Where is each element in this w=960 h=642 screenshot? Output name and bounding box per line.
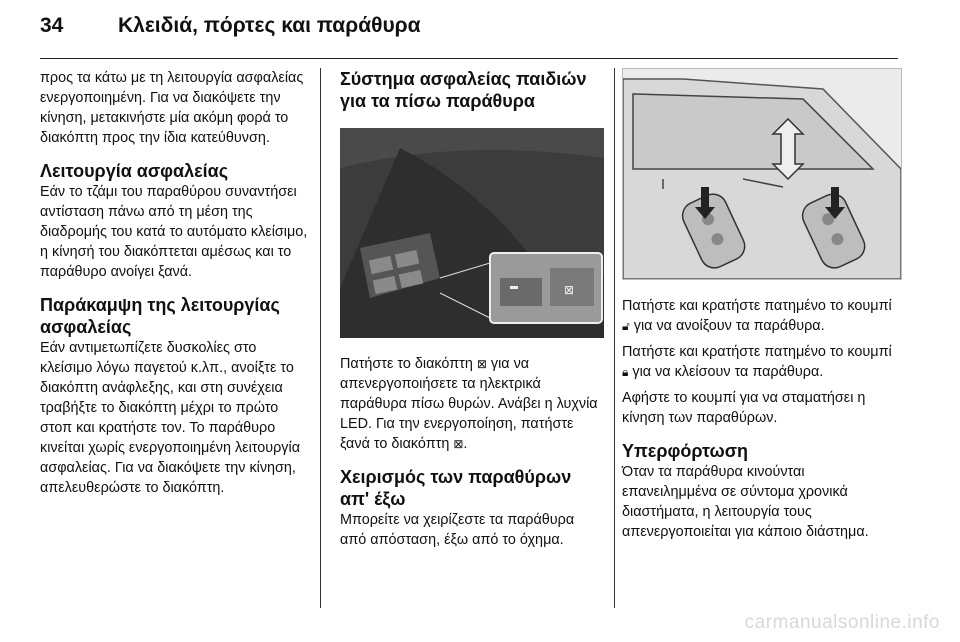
door-switch-illustration: [340, 128, 604, 338]
unlock-button-icon: 🔓︎: [622, 319, 630, 333]
page-title: Κλειδιά, πόρτες και παράθυρα: [118, 14, 421, 37]
column-3: [622, 68, 902, 542]
paragraph-safety: Εάν το τζάμι του παραθύρου συναντήσει αντίσταση πάνω από τη μέση της διαδρομής του κατά το αυτόματο κλείσιμο, η κίνησή του διακόπτεται αμέσως και το παράθυρο ανοίγει ξανά.: [40, 184, 308, 280]
heading-child-safety: Σύστημα ασφαλείας παιδιών για τα πίσω παράθυρα: [340, 69, 587, 111]
page-header: [0, 0, 960, 60]
heading-safety-function: Λειτουργία ασφαλείας: [40, 161, 229, 181]
paragraph-stop: Αφήστε το κουμπί για να σταματήσει η κίνηση των παραθύρων.: [622, 390, 866, 426]
paragraph-close: Πατήστε και κρατήστε πατημένο το κουμπί 🔒︎ για να κλείσουν τα παράθυρα.: [622, 344, 892, 380]
paragraph-child-safety: Πατήστε το διακόπτη ⊠ για να απενεργοποιήσετε τα ηλεκτρικά παράθυρα πίσω θυρών. Ανάβει η λυχνία LED. Για την ενεργοποίηση, πατήστε ξανά το διακόπτη ⊠.: [340, 356, 598, 452]
svg-text:⊠: ⊠: [564, 283, 575, 297]
lock-button-icon: 🔒︎: [622, 365, 629, 379]
header-divider: [40, 58, 898, 59]
paragraph: προς τα κάτω με τη λειτουργία ασφαλείας ενεργοποιημένη. Για να διακόψετε την κίνηση, μετακινήστε μία ακόμη φορά το διακόπτη προς την ίδια κατεύθυνση.: [40, 70, 304, 146]
remote-key-illustration: [622, 68, 902, 280]
paragraph-remote: Μπορείτε να χειρίζεστε τα παράθυρα από απόσταση, έξω από το όχημα.: [340, 512, 575, 548]
car-window-key-image: [623, 69, 901, 279]
paragraph-overload: Όταν τα παράθυρα κινούνται επανειλημμένα σε σύντομα χρονικά διαστήματα, η λειτουργία τους απενεργοποιείται για κάποιο διάστημα.: [622, 464, 869, 540]
child-lock-switch-icon: ⊠: [476, 357, 487, 371]
heading-overload: Υπερφόρτωση: [622, 441, 749, 461]
watermark: carmanualsonline.info: [744, 612, 940, 633]
paragraph-override: Εάν αντιμετωπίζετε δυσκολίες στο κλείσιμο λόγω παγετού κ.λπ., ανοίξτε το διακόπτη ανάφλεξης, και στη συνέχεια τραβήξτε το διακόπτη μέχρι το πρώτο στοπ και κρατήστε τον. Το παράθυρο κινείται χωρίς ενεργοποιημένη λειτουργία ασφαλείας. Για να διακόψετε την κίνηση, απελευθερώστε το διακόπτη.: [40, 340, 301, 496]
paragraph-open: Πατήστε και κρατήστε πατημένο το κουμπί 🔓︎ για να ανοίξουν τα παράθυρα.: [622, 298, 892, 334]
column-divider: [320, 68, 321, 608]
heading-override: Παράκαμψη της λειτουργίας ασφαλείας: [40, 295, 280, 337]
column-divider: [614, 68, 615, 608]
column-1: [40, 68, 308, 498]
heading-remote-operation: Χειρισμός των παραθύρων απ' έξω: [340, 467, 572, 509]
page-number: 34: [40, 14, 64, 37]
column-2: [340, 68, 602, 550]
door-panel-image: [340, 128, 604, 338]
child-lock-switch-icon: ⊠: [453, 437, 464, 451]
